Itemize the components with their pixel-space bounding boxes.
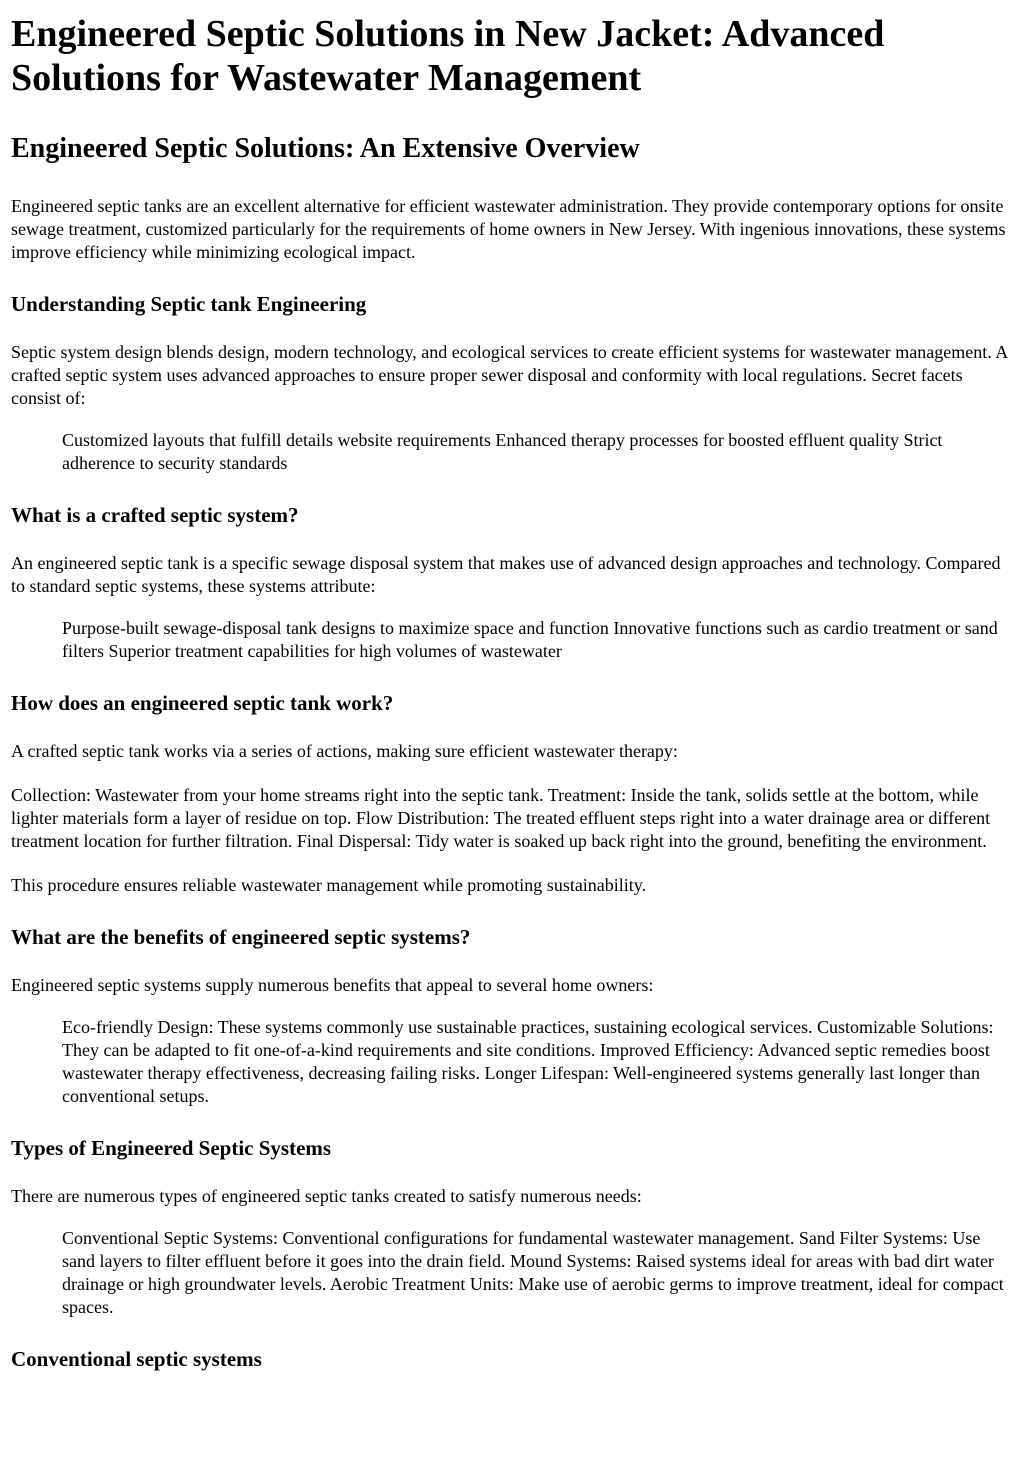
section-paragraph: There are numerous types of engineered septic tanks created to satisfy numerous needs:	[11, 1186, 642, 1206]
article-subtitle: Engineered Septic Solutions: An Extensive Overview	[11, 133, 640, 164]
article	[0, 12, 1024, 1372]
section-heading: What are the benefits of engineered septic systems?	[11, 925, 471, 949]
section-paragraph: This procedure ensures reliable wastewater management while promoting sustainability.	[11, 875, 647, 895]
section-paragraph: An engineered septic tank is a specific sewage disposal system that makes use of advanced design approaches and technology. Compared to standard septic systems, these systems attribute:	[11, 553, 1001, 596]
section-quote: Eco-friendly Design: These systems commonly use sustainable practices, sustaining ecological services. Customizable Solutions: They can be adapted to fit one-of-a-kind requirements and site conditions. Improved Efficiency: Advanced septic remedies boost wastewater therapy effectiveness, decreasing failing risks. Longer Lifespan: Well-engineered systems generally last longer than conventional setups.	[62, 1017, 994, 1106]
section-paragraph: Collection: Wastewater from your home streams right into the septic tank. Treatment: Inside the tank, solids settle at the bottom, while lighter materials form a layer of residue on top. Flow Distribution: The treated effluent steps right into a water drainage area or different treatment location for further filtration. Final Dispersal: Tidy water is soaked up back right into the ground, benefiting the environment.	[11, 785, 991, 851]
section-heading: What is a crafted septic system?	[11, 503, 299, 527]
section-quote: Conventional Septic Systems: Conventional configurations for fundamental wastewater management. Sand Filter Systems: Use sand layers to filter effluent before it goes into the drain field. Mound Systems: Raised systems ideal for areas with bad dirt water drainage or high groundwater levels. Aerobic Treatment Units: Make use of aerobic germs to improve treatment, ideal for compact spaces.	[62, 1228, 1004, 1317]
section-paragraph: Septic system design blends design, modern technology, and ecological services to create efficient systems for wastewater management. A crafted septic system uses advanced approaches to ensure proper sewer disposal and conformity with local regulations. Secret facets consist of:	[11, 342, 1008, 408]
section-quote: Customized layouts that fulfill details website requirements Enhanced therapy processes for boosted effluent quality Strict adherence to security standards	[62, 430, 943, 473]
section-heading: How does an engineered septic tank work?	[11, 691, 394, 715]
section-quote: Purpose-built sewage-disposal tank designs to maximize space and function Innovative functions such as cardio treatment or sand filters Superior treatment capabilities for high volumes of wastewater	[62, 618, 998, 661]
intro-paragraph: Engineered septic tanks are an excellent alternative for efficient wastewater administration. They provide contemporary options for onsite sewage treatment, customized particularly for the requirements of home owners in New Jersey. With ingenious innovations, these systems improve efficiency while minimizing ecological impact.	[11, 196, 1006, 262]
page-title: Engineered Septic Solutions in New Jacket: Advanced Solutions for Wastewater Management	[11, 13, 885, 99]
section-paragraph: A crafted septic tank works via a series of actions, making sure efficient wastewater therapy:	[11, 741, 678, 761]
section-paragraph: Engineered septic systems supply numerous benefits that appeal to several home owners:	[11, 975, 654, 995]
section-heading: Conventional septic systems	[11, 1347, 262, 1371]
section-heading: Understanding Septic tank Engineering	[11, 292, 367, 316]
section-heading: Types of Engineered Septic Systems	[11, 1136, 332, 1160]
